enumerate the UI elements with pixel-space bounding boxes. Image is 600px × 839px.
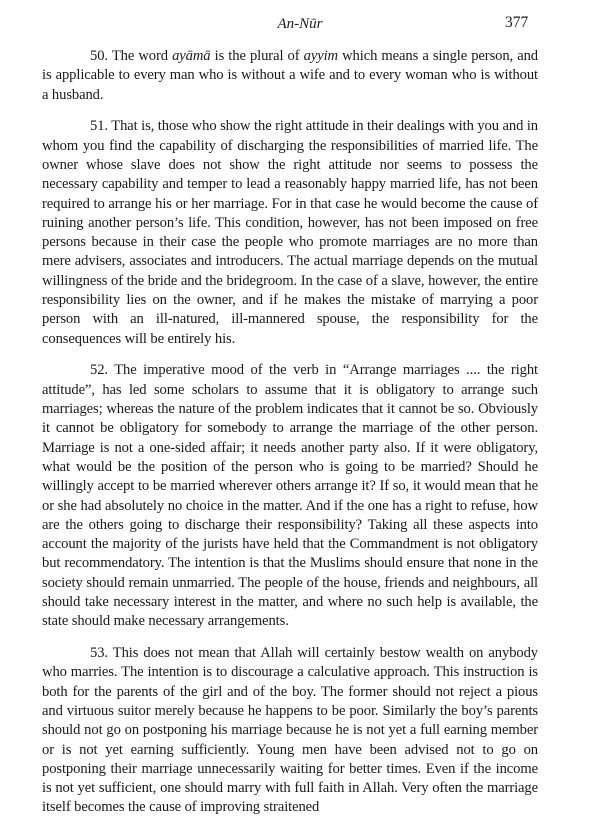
note-number: 50. [90, 48, 108, 64]
note-53 [42, 644, 538, 818]
note-number: 51. [90, 118, 108, 135]
note-text: That is, those who show the right attitude in their dealings with you and in whom you find the capability of discharging the responsibilities of married life. The owner whose slave does not show the right attitude nor seems to possess the necessary capability and temper to lead a reasonably happy married life, has not been required to arrange his or her marriage. For in that case he would become the cause of ruining another person’s life. This condition, however, has not been imposed on free persons because in their case the people who promote marriages are no more than mere advisers, associates and introducers. The actual marriage depends on the mutual willingness of the bride and the bridegroom. In the case of a slave, however, the entire responsibility lies on the owner, and if he makes the mistake of marrying a poor person with an ill-natured, ill-mannered spouse, the responsibility for the consequences will be entirely his. [42, 118, 538, 347]
note-text: This does not mean that Allah will certainly bestow wealth on anybody who marries. The intention is to discourage a calculative approach. This instruction is both for the parents of the girl and of the boy. The former should not reject a pious and virtuous suitor merely because he happens to be poor. Similarly the boy’s parents should not go on postponing his marriage because he is not yet a full earning member or is not yet earning sufficiently. Young men have been advised not to go on postponing their marriage unnecessarily waiting for better times. Even if the income is not yet sufficient, one should marry with full faith in Allah. Very often the marriage itself becomes the cause of improving straitened [42, 645, 538, 816]
page-number: 377 [505, 14, 529, 31]
page-header [0, 14, 600, 36]
running-title: An-Nūr [277, 16, 323, 32]
note-52 [42, 361, 538, 631]
note-50: 50. The word ayāmā is the plural of ayyim which means a single person, and is applicable to every man who is without a wife and to every woman who is without a husband. [42, 48, 538, 103]
note-number: 53. [90, 645, 108, 662]
term-ayama: ayāmā [172, 48, 211, 64]
note-51 [42, 117, 538, 349]
note-number: 52. [90, 362, 108, 379]
note-text: The imperative mood of the verb in “Arrange marriages .... the right attitude”, has led some scholars to assume that it is obligatory to arrange such marriages; whereas the nature of the problem indicates that it cannot be so. Obviously it cannot be obligatory for somebody to arrange the marriage of the other person. Marriage is not a one-sided affair; it needs another party also. If it were obligatory, what would be the position of the person who is going to be married? Should he willingly accept to be married wherever others arrange it? If so, it would mean that he or she had absolutely no choice in the matter. And if the one has a right to refuse, how are the others going to discharge their responsibility? Taking all these aspects into account the majority of the jurists have held that the Commandment is not obligatory but recommendatory. The intention is that the Muslims should ensure that none in the society should remain unmarried. The people of the house, friends and neighbours, all should take necessary interest in the matter, and where no such help is available, the state should make necessary arrangements. [42, 362, 538, 630]
page-body [42, 47, 538, 830]
term-ayyim: ayyim [303, 48, 338, 64]
